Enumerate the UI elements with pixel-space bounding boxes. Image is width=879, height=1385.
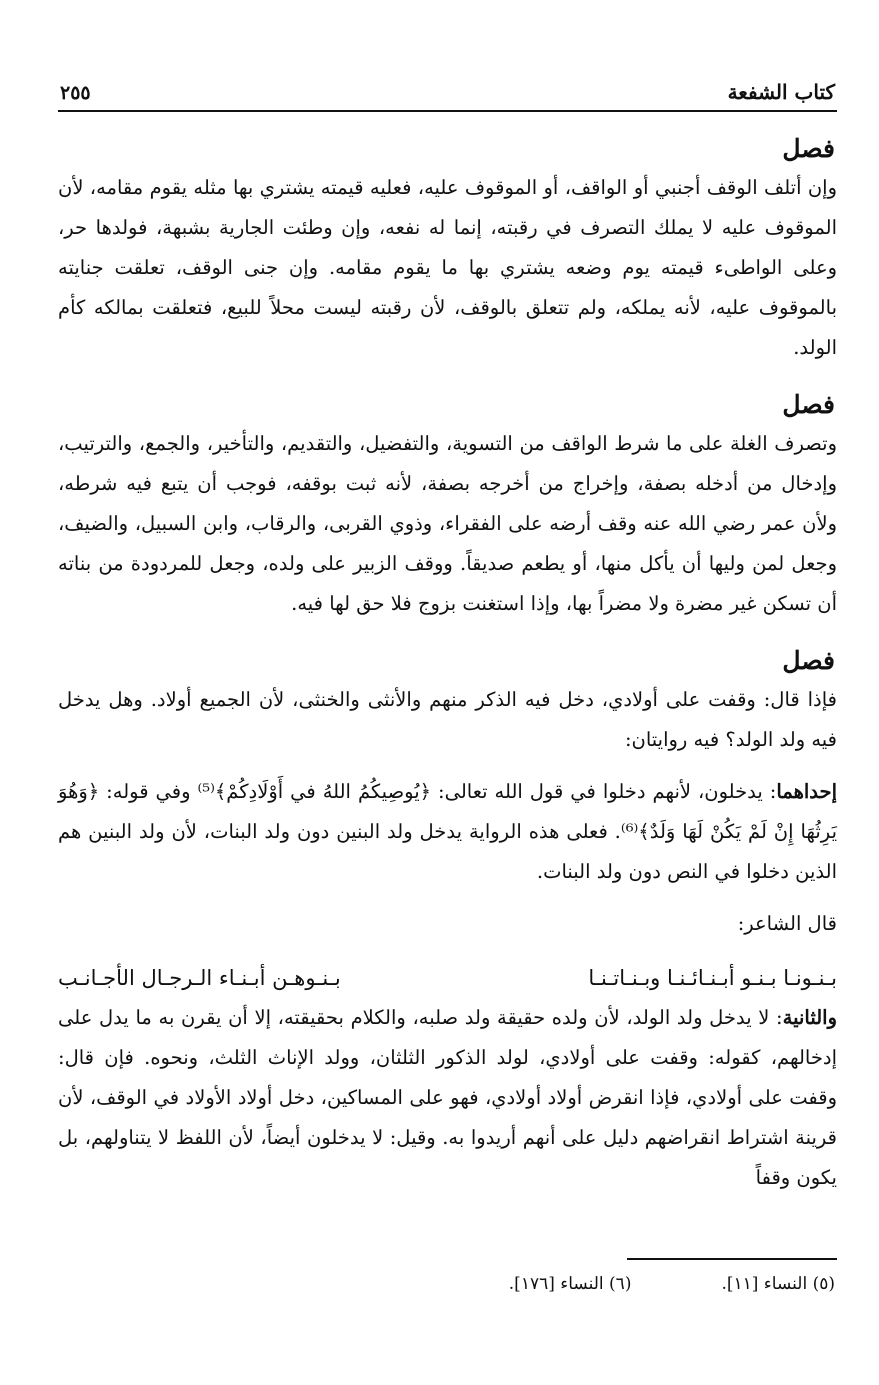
footnote-6: (٦) النساء [١٧٦].: [508, 1274, 632, 1294]
page-header: [58, 80, 837, 112]
page-number: ٢٥٥: [60, 82, 91, 104]
paragraph: وإن أتلف الوقف أجنبي أو الواقف، أو الموقوف عليه، فعليه قيمته يشتري بها مثله يقوم مقامه، لأن الموقوف عليه لا يملك التصرف في رقبته، إنما له نفعه، وإن وطئت الجارية بشبهة، فولدها حر، وعلى الواطىء قيمته يوم وضعه يشتري بها ما يقوم مقامه. وإن جنى الوقف، تعلقت جنايته بالموقوف عليه، لأنه يملكه، ولم تتعلق بالوقف، لأن رقبته ليست محلاً للبيع، فتعلقت بمالكه كأم الولد.: [58, 176, 837, 359]
paragraph-first-narration: [58, 772, 837, 892]
paragraph-second-narration: [58, 998, 837, 1198]
book-title: كتاب الشفعة: [727, 80, 835, 104]
label-first: إحداهما: [776, 780, 837, 803]
poet-intro: قال الشاعر:: [737, 912, 837, 935]
first-narration-text: : يدخلون، لأنهم دخلوا في قول الله تعالى: ﴿يُوصِيكُمُ اللهُ في أَوْلَادِكُمْ﴾⁽⁵⁾ وفي قوله: ﴿وَهُوَ يَرِثُهَا إِنْ لَمْ يَكُنْ لَهَا وَلَدٌ﴾⁽⁶⁾. فعلى هذه الرواية يدخل ولد البنين دون ولد البنات، لأن ولد البنين هم الذين دخلوا في النص دون ولد البنات.: [58, 780, 837, 883]
section-heading: فصل: [782, 646, 835, 675]
second-narration-text: : لا يدخل ولد الولد، لأن ولده حقيقة ولد صلبه، والكلام بحقيقته، إلا أن يقرن به ما يدل على إدخالهم، كقوله: وقفت على أولادي، لولد الذكور الثلثان، وولد الإناث الثلث، ونحوه. فإن قال: وقفت على أولادي، فإذا انقرض أولاد أولادي، فهو على المساكين، دخل أولاد الأولاد في الوقف، لأن قرينة اشتراط انقراضهم دليل على أنهم أريدوا به. وقيل: لا يدخلون أيضاً، لأن اللفظ لا يتناولهم، بل يكون وقفاً: [58, 1006, 837, 1189]
poem-verse: [58, 958, 837, 998]
section-heading: فصل: [782, 134, 835, 163]
footnote-row: [58, 1274, 837, 1294]
footnote-divider: [627, 1258, 837, 1260]
paragraph: وتصرف الغلة على ما شرط الواقف من التسوية، والتفضيل، والتقديم، والتأخير، والجمع، والترتيب، وإدخال من أدخله بصفة، وإخراج من أخرجه بصفة، لأنه ثبت بوقفه، فوجب أن يتبع فيه شرطه، ولأن عمر رضي الله عنه وقف أرضه على الفقراء، وذوي القربى، والرقاب، وابن السبيل، والضيف، وجعل لمن وليها أن يأكل منها، أو يطعم صديقاً. ووقف الزبير على ولده، وجعل للمردودة من بناته أن تسكن غير مضرة ولا مضراً بها، وإذا استغنت بزوج فلا حق لها فيه.: [58, 432, 837, 615]
document-page: [58, 80, 837, 1198]
label-second: والثانية: [782, 1006, 837, 1029]
paragraph: فإذا قال: وقفت على أولادي، دخل فيه الذكر منهم والأنثى والخنثى، لأن الجميع أولاد. وهل يدخل فيه ولد الولد؟ فيه روايتان:: [58, 688, 837, 751]
footnote-5: (٥) النساء [١١].: [721, 1274, 835, 1294]
footnotes: [58, 1258, 837, 1294]
poem-second-hemistich: بـنـوهـن أبـنـاء الـرجـال الأجـانـب: [58, 966, 341, 990]
section-heading: فصل: [782, 390, 835, 419]
poem-first-hemistich: بـنـونـا بـنـو أبـنـائـنـا وبـنـاتـنـا: [588, 966, 837, 990]
